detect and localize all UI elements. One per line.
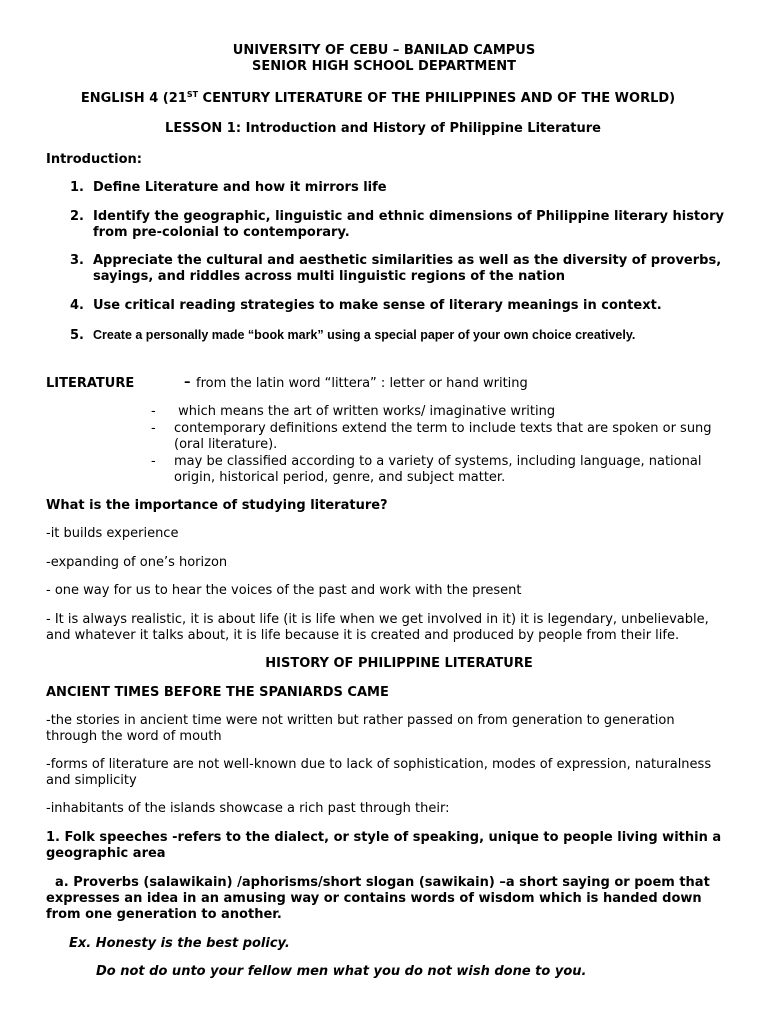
intro-item-text: Identify the geographic, linguistic and ethnic dimensions of Philippine literary history from pre-colonial to contemporary. — [93, 209, 724, 240]
proverb-example: Do not do unto your fellow men what you do not wish done to you. — [96, 964, 587, 979]
course-title: ENGLISH 4 (21ST CENTURY LITERATURE OF THE PHILIPPINES AND OF THE WORLD) — [80, 90, 676, 106]
intro-item-number: 5. — [70, 328, 84, 343]
history-paragraph: -forms of literature are not well-known due to lack of sophistication, modes of expression, naturalness and simplicity — [46, 757, 712, 788]
importance-point: -it builds experience — [46, 526, 179, 541]
history-heading: HISTORY OF PHILIPPINE LITERATURE — [265, 656, 533, 671]
importance-question: What is the importance of studying literature? — [46, 498, 388, 513]
intro-item-text: Define Literature and how it mirrors life — [93, 180, 387, 195]
history-subheading: ANCIENT TIMES BEFORE THE SPANIARDS CAME — [46, 685, 389, 700]
university-title: UNIVERSITY OF CEBU – BANILAD CAMPUS — [232, 43, 536, 58]
literature-bullet: may be classified according to a variety of systems, including language, national origin, historical period, genre, and subject matter. — [174, 454, 702, 485]
literature-term: LITERATURE — [46, 376, 135, 391]
proverb-example: Ex. Honesty is the best policy. — [69, 936, 290, 951]
folk-speeches-item: 1. Folk speeches -refers to the dialect, or style of speaking, unique to people living within a geographic area — [46, 830, 722, 861]
bullet-marker: - — [151, 404, 156, 419]
intro-item-text: Use critical reading strategies to make sense of literary meanings in context. — [93, 298, 662, 313]
literature-bullet: which means the art of written works/ imaginative writing — [174, 404, 556, 419]
proverbs-item: a. Proverbs (salawikain) /aphorisms/short slogan (sawikain) –a short saying or poem that expresses an idea in an amusing way or contains words of wisdom which is handed down from one generation to another. — [46, 875, 710, 922]
importance-point: - one way for us to hear the voices of the past and work with the present — [46, 583, 522, 598]
history-paragraph: -the stories in ancient time were not written but rather passed on from generation to generation through the word of mouth — [46, 713, 675, 744]
intro-item-number: 4. — [70, 298, 84, 313]
intro-item-number: 3. — [70, 253, 84, 268]
literature-dash: – — [184, 375, 191, 390]
lesson-title: LESSON 1: Introduction and History of Philippine Literature — [165, 121, 601, 136]
intro-item-text: Create a personally made “book mark” using a special paper of your own choice creatively. — [93, 328, 636, 342]
intro-item-number: 1. — [70, 180, 84, 195]
importance-point: -expanding of one’s horizon — [46, 555, 228, 570]
history-paragraph: -inhabitants of the islands showcase a rich past through their: — [46, 801, 450, 816]
intro-item-text: Appreciate the cultural and aesthetic similarities as well as the diversity of proverbs, sayings, and riddles across multi linguistic regions of the nation — [93, 253, 722, 284]
bullet-marker: - — [151, 454, 156, 469]
intro-item-number: 2. — [70, 209, 84, 224]
importance-point: - It is always realistic, it is about life (it is life when we get involved in it) it is legendary, unbelievable, and whatever it talks about, it is life because it is created and produced by people from their life. — [46, 612, 709, 643]
intro-heading: Introduction: — [46, 152, 142, 167]
department-title: SENIOR HIGH SCHOOL DEPARTMENT — [252, 59, 516, 74]
literature-definition: from the latin word “littera” : letter or hand writing — [196, 376, 528, 391]
literature-bullet: contemporary definitions extend the term to include texts that are spoken or sung (oral literature). — [174, 421, 712, 452]
bullet-marker: - — [151, 421, 156, 436]
